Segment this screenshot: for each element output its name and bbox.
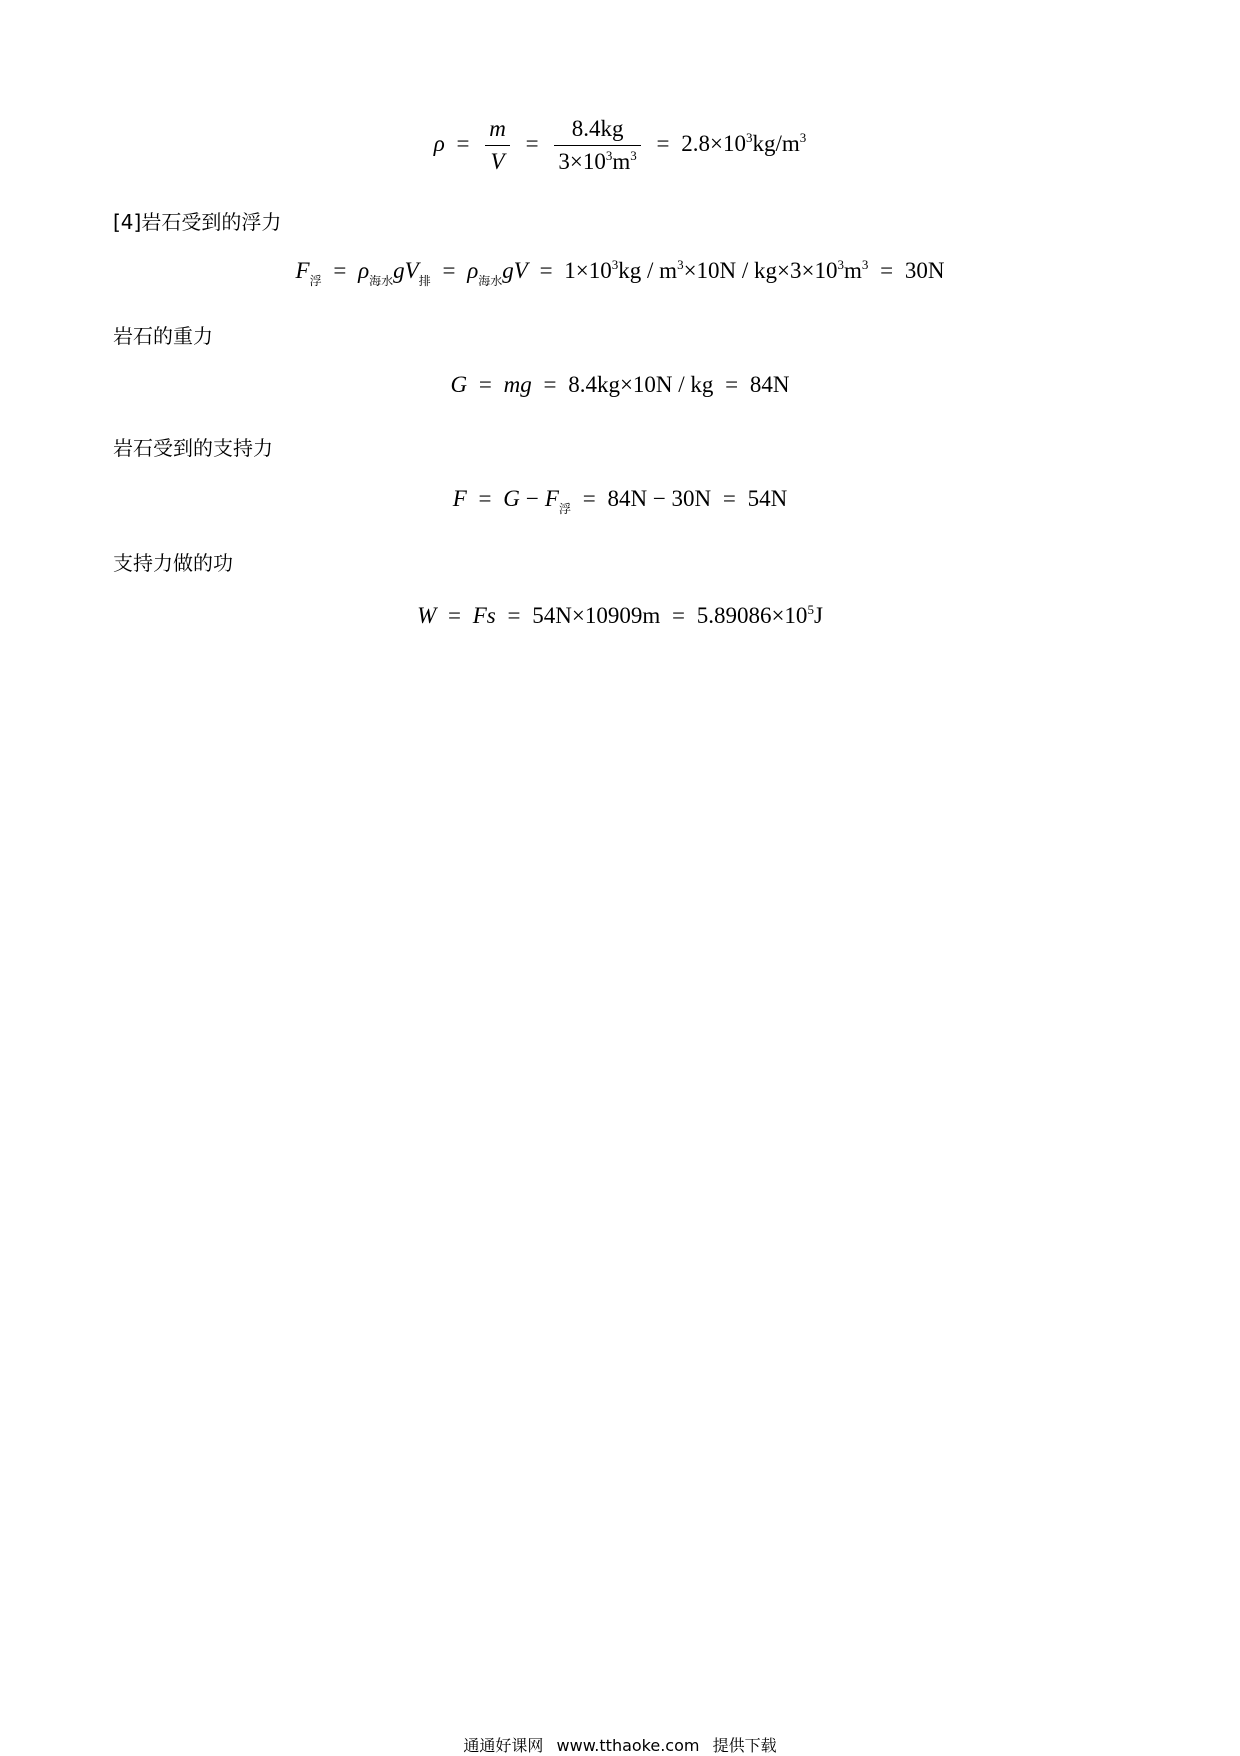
rho-symbol: ρ — [433, 130, 445, 156]
page-footer — [0, 1733, 1240, 1756]
label-work: 支持力做的功 — [113, 551, 233, 575]
work-equation: $W = Fs = 54N\times 10909m = 5.89086\times 10^5J$ — [417, 602, 823, 628]
label-support: 岩石受到的支持力 — [113, 436, 273, 460]
label-gravity: 岩石的重力 — [113, 324, 213, 348]
mass-volume-fraction: $\frac{m}{V}$ — [485, 116, 510, 175]
density-equation: ρ = $\frac{m}{V}$ = $\frac{8.4kg}{3\times 10^3m^3}$ = $2.8\times 10^3kg/m^3$ — [433, 116, 807, 174]
buoyancy-equation: $F_浮 = \rho_{海水}gV_排 = \rho_{海水}gV = 1\times 10^3kg / m^3\times 10N / kg\times 3\times 10^3m^3 = 30N$ — [295, 257, 945, 288]
label-buoyancy: [4]岩石受到的浮力 — [113, 210, 282, 234]
numeric-fraction: $\frac{8.4kg}{3\times 10^3m^3}$ — [554, 116, 640, 175]
work-result: $5.89086\times 10^5J$ — [696, 602, 823, 628]
footer-url[interactable]: www.tthaoke.com — [556, 1736, 700, 1755]
footer-action: 提供下载 — [712, 1736, 777, 1755]
gravity-result: 84N — [749, 372, 790, 397]
support-result: 54N — [747, 486, 788, 511]
gravity-equation: G = mg = 8.4kg×10N / kg = 84N — [450, 372, 790, 397]
footer-site-name: 通通好课网 — [463, 1736, 544, 1755]
density-result: $2.8\times 10^3kg/m^3$ — [681, 129, 807, 156]
buoyancy-result: 30N — [904, 258, 945, 283]
support-equation: $F = G - F_浮 = 84N - 30N = 54N$ — [452, 486, 788, 516]
buoyancy-calc: $1\times 10^3kg / m^3\times 10N / kg\times 3\times 10^3m^3$ — [564, 257, 869, 283]
